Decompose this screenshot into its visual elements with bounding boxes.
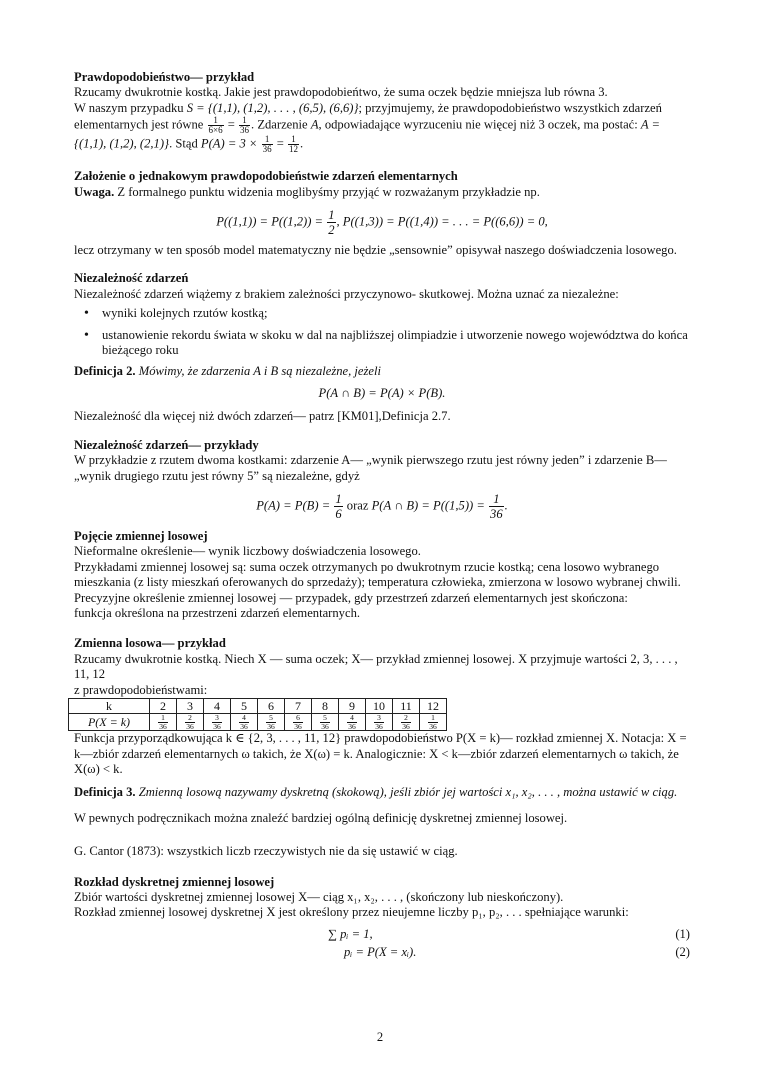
paragraph: funkcja określona na przestrzeni zdarzeń elementarnych. <box>74 605 361 620</box>
paragraph: Nieformalne określenie— wynik liczbowy doświadczenia losowego. <box>74 544 421 559</box>
independence-list <box>74 306 690 358</box>
paragraph: Przykładami zmiennej losowej są: suma oczek otrzymanych po dwukrotnym rzucie kostką; cena losowo wybranego mieszkania (z listy mieszkań oferowanych do sprzedaży); temperatura człowieka, zmierzona w losowo wybranej chwili. <box>74 559 681 590</box>
table-cell: 3 <box>177 698 204 713</box>
table-row <box>69 713 447 730</box>
table-cell: $\frac{5}{36}$ <box>312 713 339 730</box>
table-cell: 12 <box>420 698 447 713</box>
table-cell: $\frac{1}{36}$ <box>150 713 177 730</box>
table-cell: $\frac{5}{36}$ <box>258 713 285 730</box>
table-cell: 11 <box>393 698 420 713</box>
paragraph: z prawdopodobieństwami: <box>74 682 208 697</box>
table-cell: 4 <box>204 698 231 713</box>
table-cell: 10 <box>366 698 393 713</box>
display-equation: P(A ∩ B) = P(A) × P(B). <box>318 385 446 400</box>
table-header-cell: k <box>69 698 150 713</box>
section-title-probability-example: Prawdopodobieństwo— przykład <box>74 70 255 84</box>
paragraph: {(1,1), (1,2), (2,1)}. Stąd P(A) = 3 × $\frac{1}{36}$ = $\frac{1}{12}$ . <box>74 134 304 155</box>
definition: Definicja 3. Zmienną losową nazywamy dyskretną (skokową), jeśli zbiór jej wartości x₁, x₂, . . . , można ustawić w ciąg. <box>74 785 678 800</box>
table-row <box>69 698 447 713</box>
paragraph: lecz otrzymany w ten sposób model matematyczny nie będzie „sensownie” opisywał naszego doświadczenia losowego. <box>74 243 677 258</box>
equation-2: pᵢ = P(X = xᵢ). (2) <box>344 944 690 959</box>
paragraph: Funkcja przyporządkowująca k ∈ {2, 3, . . . , 11, 12} prawdopodobieństwo P(X = k)— rozkład zmiennej X. Notacja: X = k—zbiór zdarzeń elementarnych ω takich, że X(ω) = k. Analogicznie: X < k—zbiór zdarzeń elementarnych ω takich, że X(ω) < k. <box>74 731 687 777</box>
section-title-independence-examples: Niezależność zdarzeń— przykłady <box>74 437 259 452</box>
equation-number: (1) <box>675 926 690 941</box>
paragraph: Precyzyjne określenie zmiennej losowej — przypadek, gdy przestrzeń zdarzeń elementarnych jest skończona: <box>74 590 628 605</box>
equation-1: ∑ pᵢ = 1, (1) <box>328 926 690 941</box>
paragraph: „wynik drugiego rzutu jest równy 5” są niezależne, gdyż <box>74 468 360 483</box>
section-title-random-variable: Pojęcie zmiennej losowej <box>74 528 208 543</box>
list-item: • wyniki kolejnych rzutów kostką; <box>102 306 690 321</box>
paragraph: Rzucamy dwukrotnie kostką. Niech X — suma oczek; X— przykład zmiennej losowej. X przyjmuje wartości 2, 3, . . . , 11, 12 <box>74 651 678 682</box>
paragraph: Rzucamy dwukrotnie kostką. Jakie jest prawdopodobieńtwo, że suma oczek będzie mniejsza lub równa 3. <box>74 85 608 100</box>
definition: Definicja 2. Mówimy, że zdarzenia A i B są niezależne, jeżeli <box>74 364 382 379</box>
paragraph: W pewnych podręcznikach można znaleźć bardziej ogólną definicję dyskretnej zmiennej losowej. <box>74 810 568 825</box>
section-title-random-variable-example: Zmienna losowa— przykład <box>74 636 226 651</box>
equation-number: (2) <box>675 944 690 959</box>
paragraph: Niezależność dla więcej niż dwóch zdarzeń— patrz [KM01],Definicja 2.7. <box>74 409 451 424</box>
paragraph: Niezależność zdarzeń wiążemy z brakiem zależności przyczynowo- skutkowej. Można uznać za niezależne: <box>74 286 619 301</box>
table-cell: $\frac{3}{36}$ <box>366 713 393 730</box>
table-header-cell: P(X = k) <box>69 713 150 730</box>
paragraph: G. Cantor (1873): wszystkich liczb rzeczywistych nie da się ustawić w ciąg. <box>74 844 458 859</box>
display-equation: P(A) = P(B) = $\frac{1}{6}$ oraz P(A ∩ B) = P((1,5)) = $\frac{1}{36}$ . <box>256 491 508 521</box>
section-title-discrete-distribution: Rozkład dyskretnej zmiennej losowej <box>74 874 275 889</box>
list-item: • ustanowienie rekordu świata w skoku w dal na najbliższej olimpiadzie i utworzenie nowego województwa do końca bieżącego roku <box>102 328 690 359</box>
table-cell: $\frac{1}{36}$ <box>420 713 447 730</box>
table-cell: 6 <box>258 698 285 713</box>
page-number: 2 <box>376 1030 384 1044</box>
paragraph: elementarnych jest równe $\frac{1}{6\times 6}$ = $\frac{1}{36}$ . Zdarzenie A, odpowiadające wyrzuceniu nie więcej niż 3 oczek, ma postać: A = <box>74 115 661 136</box>
display-equation: P((1,1)) = P((1,2)) = $\frac{1}{2}$ , P((1,3)) = P((1,4)) = . . . = P((6,6)) = 0, <box>216 208 548 238</box>
paragraph: Zbiór wartości dyskretnej zmiennej losowej X— ciąg x₁, x₂, . . . , (skończony lub nieskończony). <box>74 890 564 905</box>
table-cell: 9 <box>339 698 366 713</box>
table-cell: $\frac{4}{36}$ <box>231 713 258 730</box>
page-content <box>74 70 690 963</box>
table-cell: $\frac{2}{36}$ <box>177 713 204 730</box>
paragraph: W przykładzie z rzutem dwoma kostkami: zdarzenie A— „wynik pierwszego rzutu jest równy jeden” i zdarzenie B— <box>74 453 667 468</box>
table-cell: $\frac{2}{36}$ <box>393 713 420 730</box>
distribution-table <box>68 698 447 731</box>
paragraph: W naszym przypadku S = {(1,1), (1,2), . . . , (6,5), (6,6)}; przyjmujemy, że prawdopodobieństwo wszystkich zdarzeń <box>74 100 662 115</box>
table-cell: $\frac{3}{36}$ <box>204 713 231 730</box>
table-cell: $\frac{6}{36}$ <box>285 713 312 730</box>
table-cell: 8 <box>312 698 339 713</box>
table-cell: 7 <box>285 698 312 713</box>
paragraph: Rozkład zmiennej losowej dyskretnej X jest określony przez nieujemne liczby p₁, p₂, . . . spełniające warunki: <box>74 905 629 920</box>
paragraph: Uwaga. Z formalnego punktu widzenia moglibyśmy przyjąć w rozważanym przykładzie np. <box>74 184 540 199</box>
table-cell: $\frac{4}{36}$ <box>339 713 366 730</box>
table-cell: 5 <box>231 698 258 713</box>
section-title-equal-probability: Założenie o jednakowym prawdopodobieństwie zdarzeń elementarnych <box>74 169 458 184</box>
table-cell: 2 <box>150 698 177 713</box>
section-title-independence: Niezależność zdarzeń <box>74 271 189 286</box>
